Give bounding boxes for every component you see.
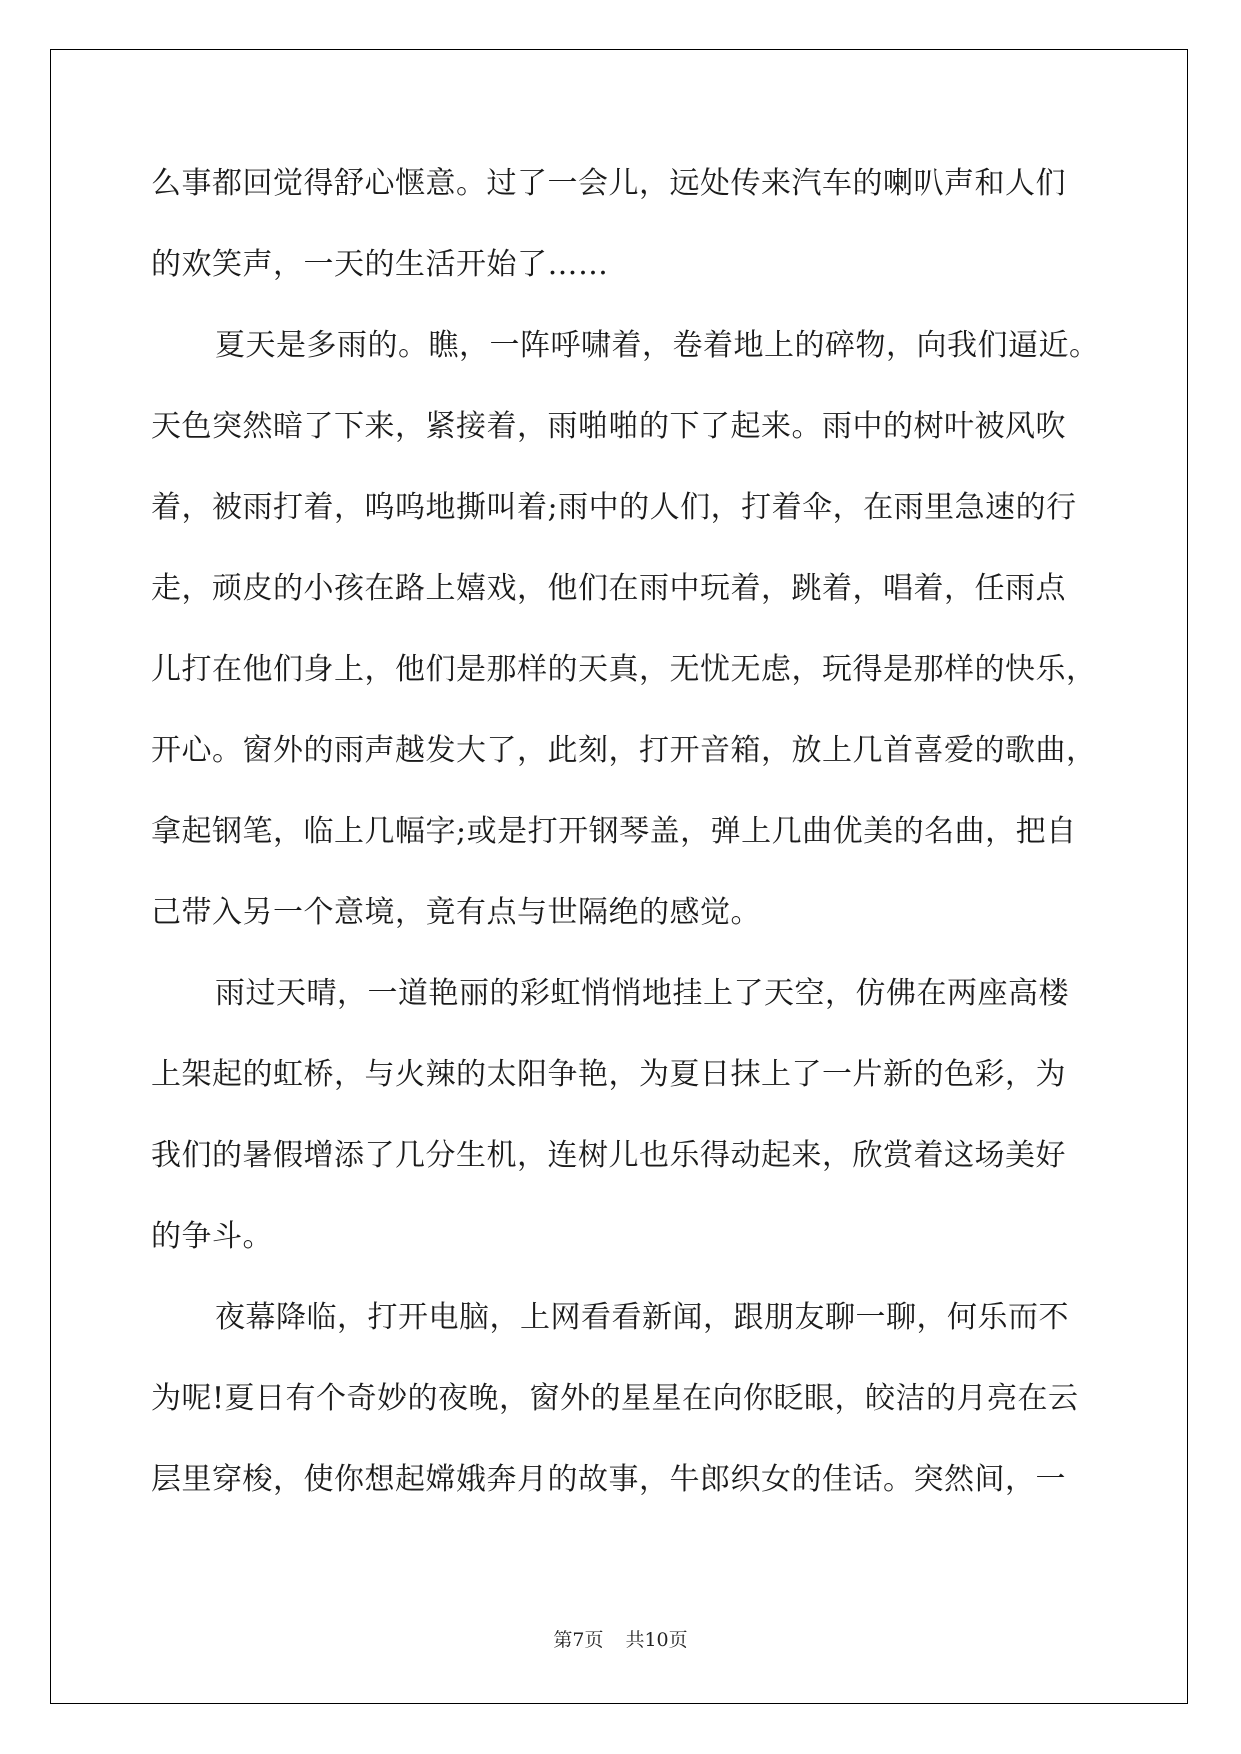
text-line: 走，顽皮的小孩在路上嬉戏，他们在雨中玩着，跳着，唱着，任雨点 [151,571,1066,606]
text-line: 为呢!夏日有个奇妙的夜晚，窗外的星星在向你眨眼，皎洁的月亮在云 [151,1381,1079,1416]
text-line: 么事都回觉得舒心惬意。过了一会儿，远处传来汽车的喇叭声和人们 [151,166,1066,201]
text-line: 上架起的虹桥，与火辣的太阳争艳，为夏日抹上了一片新的色彩，为 [151,1057,1066,1092]
text-line: 开心。窗外的雨声越发大了，此刻，打开音箱，放上几首喜爱的歌曲， [151,733,1097,768]
text-line: 的欢笑声，一天的生活开始了…… [151,247,609,282]
text-line: 我们的暑假增添了几分生机，连树儿也乐得动起来，欣赏着这场美好 [151,1138,1066,1173]
text-line: 己带入另一个意境，竟有点与世隔绝的感觉。 [151,895,761,930]
text-line: 儿打在他们身上，他们是那样的天真，无忧无虑，玩得是那样的快乐， [151,652,1097,687]
paragraph-start-line: 夏天是多雨的。瞧，一阵呼啸着，卷着地上的碎物，向我们逼近。 [215,328,1100,363]
text-line: 着，被雨打着，呜呜地撕叫着;雨中的人们，打着伞，在雨里急速的行 [151,490,1077,525]
text-line: 天色突然暗了下来，紧接着，雨啪啪的下了起来。雨中的树叶被风吹 [151,409,1066,444]
text-line: 的争斗。 [151,1219,273,1254]
text-line: 拿起钢笔，临上几幅字;或是打开钢琴盖，弹上几曲优美的名曲，把自 [151,814,1077,849]
page-number: 第7页 [553,1629,604,1651]
text-line: 层里穿梭，使你想起嫦娥奔月的故事，牛郎织女的佳话。突然间，一 [151,1462,1066,1497]
paragraph-start-line: 雨过天晴，一道艳丽的彩虹悄悄地挂上了天空，仿佛在两座高楼 [215,976,1069,1011]
page-footer [0,1625,1241,1652]
document-body [151,156,1101,1533]
page-total: 共10页 [625,1629,688,1651]
paragraph-start-line: 夜幕降临，打开电脑，上网看看新闻，跟朋友聊一聊，何乐而不 [215,1300,1069,1335]
